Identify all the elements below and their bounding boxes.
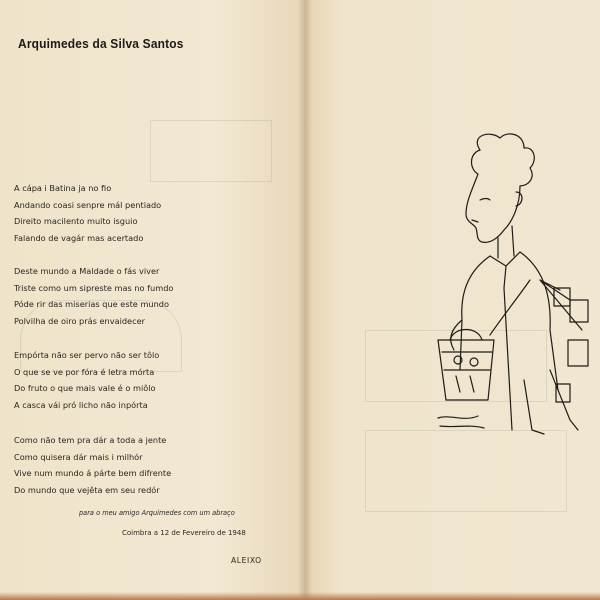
page-edge [0,592,600,600]
poem-line: Deste mundo a Maldade o fás viver [14,266,160,276]
poem-title: Arquimedes da Silva Santos [18,36,184,51]
poem-line: Do fruto o que mais vale é o miôlo [14,383,156,393]
poem-line: Vive num mundo á párte bem difrente [14,468,172,478]
stanza-2 [14,263,173,329]
poem-line: Falando de vagár mas acertado [14,232,144,243]
signature: ALEIXO [231,556,262,565]
stanza-3 [14,347,159,413]
poem-line: Polvilha de oiro prás envaidecer [14,315,146,326]
poem-line: O que se ve por fóra é letra mórta [14,366,155,377]
poem-line: Como não tem pra dár a toda a jente [14,435,167,445]
poem-line: Empórta não ser pervo não ser tôlo [14,350,160,360]
stanza-1 [14,180,161,246]
caricature-illustration [420,130,590,450]
poem-line: A casca vái pró licho não inpórta [14,399,148,410]
poem-line: Direito macilento muito isguio [14,216,138,226]
book-gutter [298,0,312,600]
place-date: Coimbra a 12 de Fevereiro de 1948 [122,529,246,537]
bleed-through-block [150,120,272,182]
poem-line: Triste como um sipreste mas no fumdo [14,282,174,293]
poem-line: Do mundo que vejêta em seu redór [14,484,160,495]
stanza-4 [14,432,171,498]
poem-line: Póde rir das miserias que este mundo [14,299,170,309]
dedication: para o meu amigo Arquimedes com um abraço [79,509,235,517]
caricature-drawing [420,130,590,450]
poem-line: A cápa i Batina ja no fio [14,183,112,193]
poem-line: Andando coasi senpre mál pentiado [14,199,162,210]
poem-line: Como quisera dár mais i milhór [14,451,143,462]
